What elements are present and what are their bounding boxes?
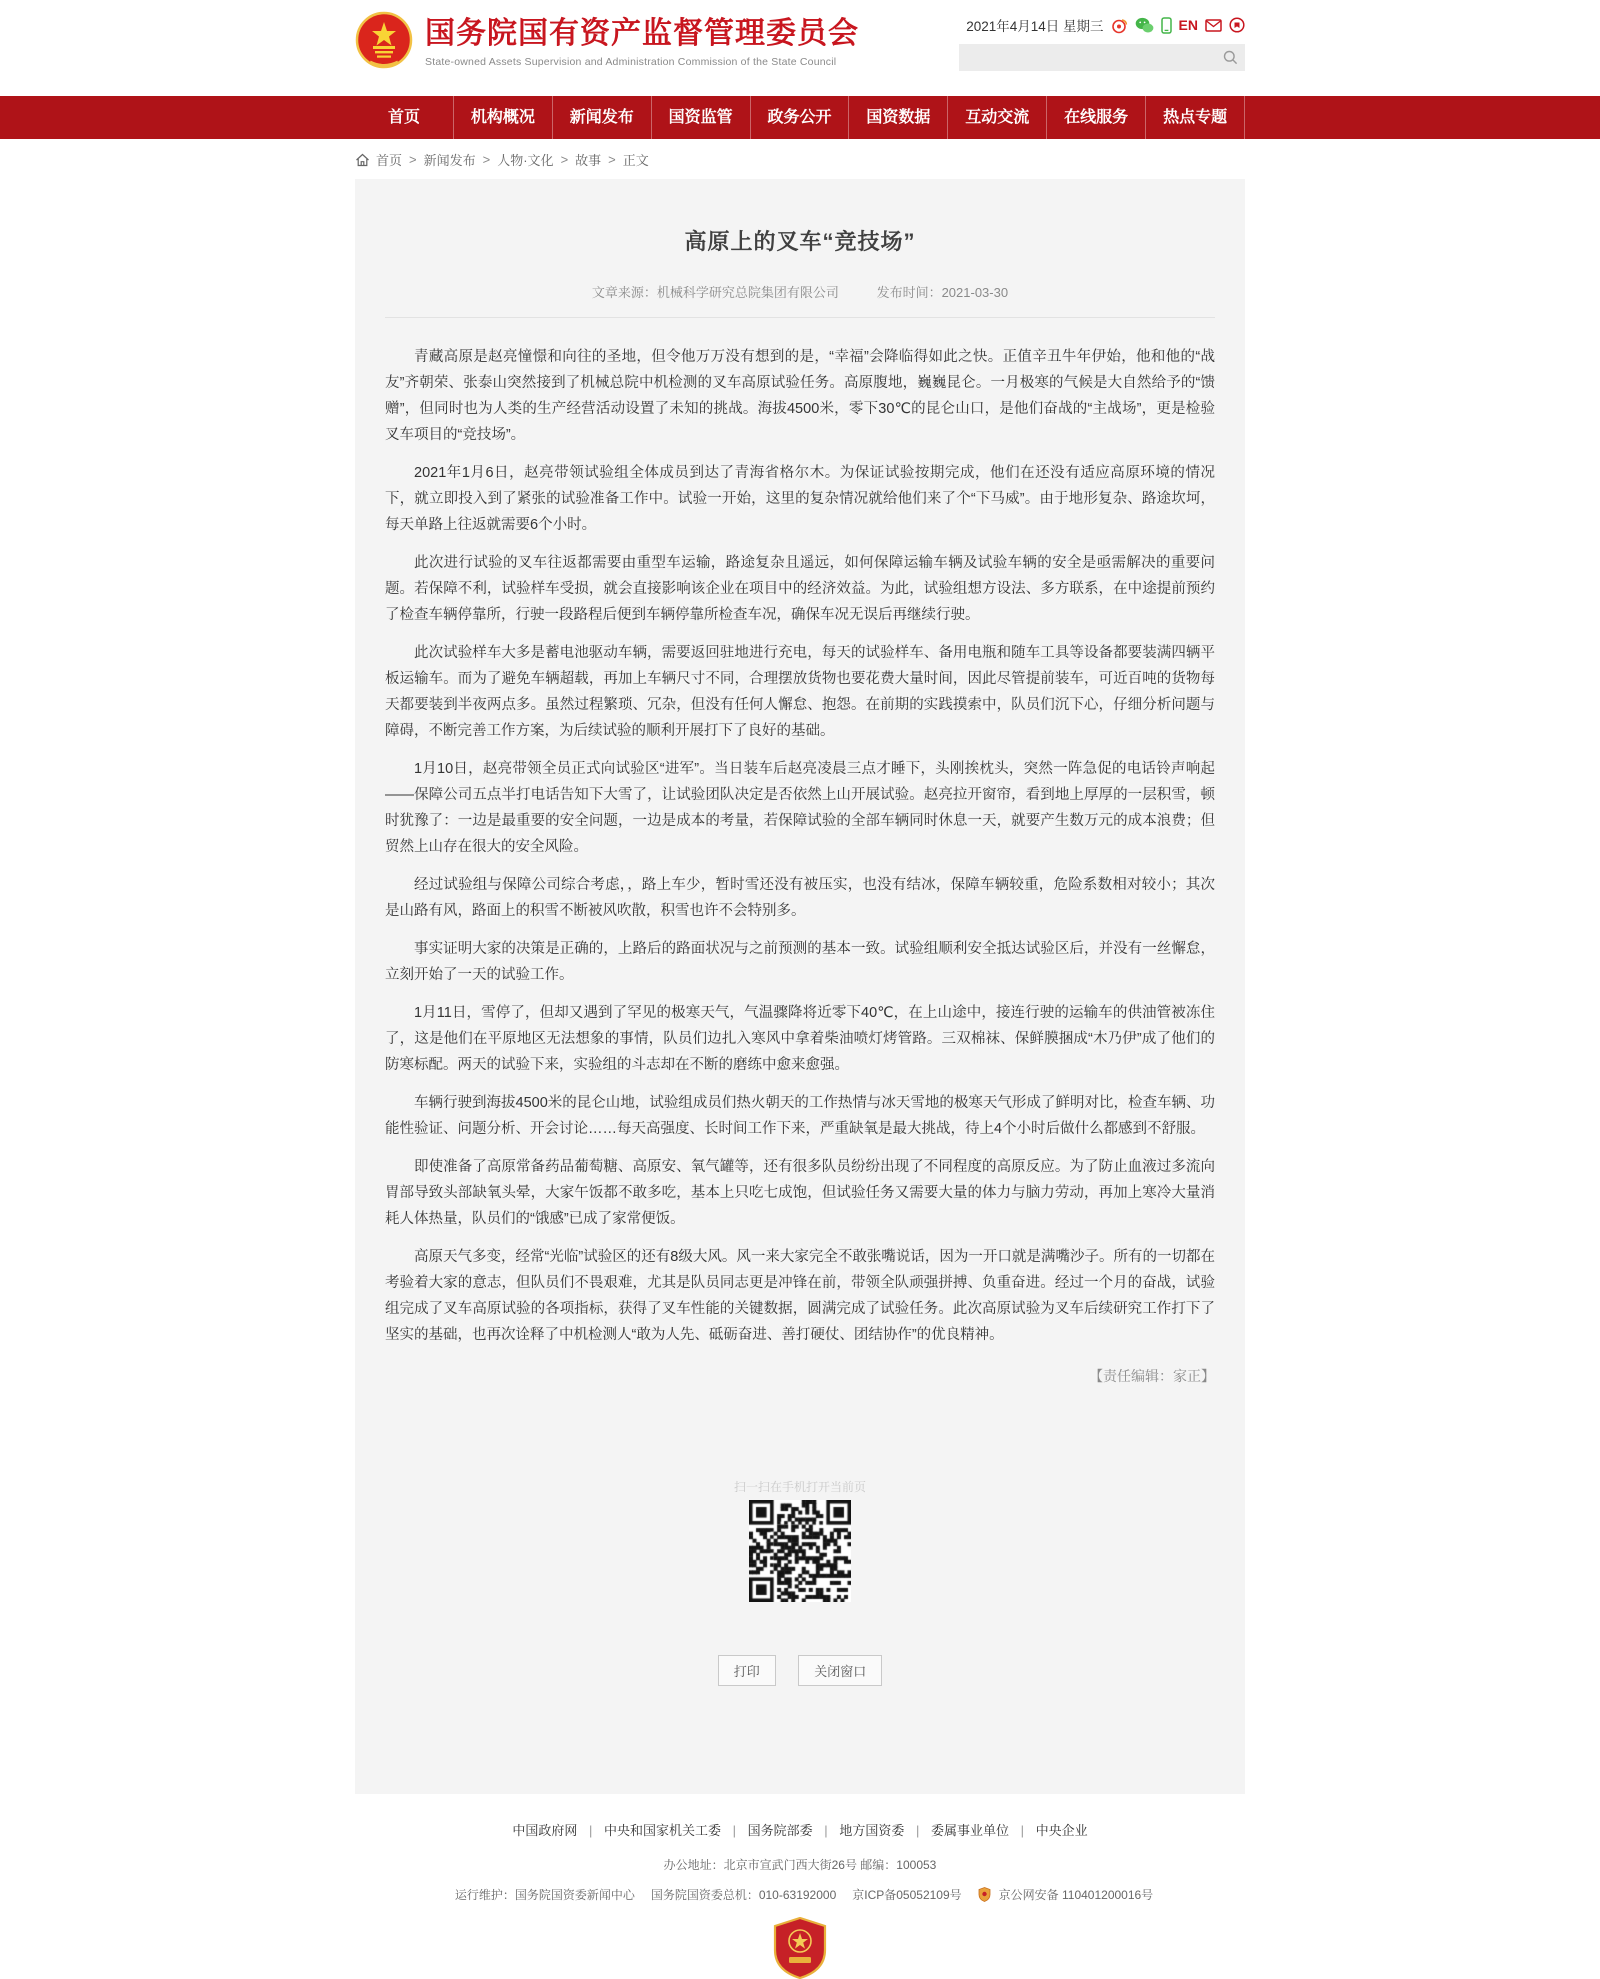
article-panel [355,179,1245,1794]
print-button[interactable]: 打印 [718,1655,776,1686]
breadcrumb-item[interactable]: 新闻发布 [423,153,476,168]
article-paragraph: 1月11日，雪停了，但却又遇到了罕见的极寒天气，气温骤降将近零下40℃，在上山途中，接连行驶的运输车的供油管被冻住了，这是他们在平原地区无法想象的事情，队员们边扎入寒风中拿着柴油喷灯烤管路。三双棉袜、保鲜膜捆成“木乃伊”成了他们的防寒标配。两天的试验下来，实验组的斗志却在不断的磨练中愈来愈强。 [385,1005,1215,1073]
search-icon [1223,50,1238,65]
breadcrumb-separator: > [608,152,616,167]
beian-badge-icon [978,1887,991,1902]
main-nav [0,96,1600,139]
breadcrumb-separator: > [482,152,491,167]
footer-link[interactable]: 地方国资委 [839,1823,905,1838]
footer-beian-link[interactable]: 京公网安备 110401200016号 [998,1888,1154,1902]
article-paragraph: 即使准备了高原常备药品葡萄糖、高原安、氧气罐等，还有很多队员纷纷出现了不同程度的高原反应。为了防止血液过多流向胃部导致头部缺氧头晕，大家午饭都不敢多吃，基本上只吃七成饱，但试验任务又需要大量的体力与脑力劳动，再加上寒冷大量消耗人体热量，队员们的“饿感”已成了家常便饭。 [385,1159,1215,1227]
search-button[interactable] [1223,50,1245,65]
nav-item[interactable]: 国资数据 [849,96,948,139]
qr-label: 扫一扫在手机打开当前页 [733,1480,866,1494]
org-name-cn: 国务院国有资产监督管理委员会 [425,17,859,50]
close-window-button[interactable]: 关闭窗口 [798,1655,882,1686]
breadcrumb-item[interactable]: 故事 [575,153,602,168]
message-icon[interactable] [1229,17,1245,33]
footer-switchboard: 国务院国资委总机：010-63192000 [650,1888,837,1902]
footer-info [0,1886,1600,1903]
nav-item[interactable]: 政务公开 [751,96,850,139]
footer-link-separator: | [588,1823,593,1838]
wechat-icon[interactable] [1135,17,1154,34]
footer-link[interactable]: 委属事业单位 [930,1823,1009,1838]
org-name-en: State-owned Assets Supervision and Administration Commission of the State Council [425,56,837,68]
nav-item[interactable]: 机构概况 [454,96,553,139]
breadcrumb-item[interactable]: 正文 [622,153,649,168]
breadcrumb [0,139,1600,179]
government-badge [773,1917,827,1979]
search-input[interactable] [959,44,1223,71]
nav-item[interactable]: 首页 [355,96,454,139]
footer-link[interactable]: 国务院部委 [747,1823,813,1838]
national-emblem-logo [355,10,413,74]
nav-item[interactable]: 新闻发布 [553,96,652,139]
article-body [355,318,1245,1348]
footer-link-separator: | [1020,1823,1024,1838]
footer-link-separator: | [732,1823,737,1838]
qr-section [355,1478,1245,1607]
article-paragraph: 2021年1月6日，赵亮带领试验组全体成员到达了青海省格尔木。为保证试验按期完成，他们在还没有适应高原环境的情况下，就立即投入到了紧张的试验准备工作中。试验一开始，这里的复杂情况就给他们来了个“下马威”。由于地形复杂、路途坎坷，每天单路上往返就需要6个小时。 [385,465,1215,533]
nav-item[interactable]: 互动交流 [948,96,1047,139]
search-box [959,44,1245,71]
footer-link[interactable]: 中央企业 [1035,1823,1088,1838]
nav-item[interactable]: 在线服务 [1047,96,1146,139]
breadcrumb-item[interactable]: 首页 [376,153,403,168]
breadcrumb-separator: > [560,152,569,167]
publish-time: 2021-03-30 [941,285,1009,300]
footer-links [0,1820,1600,1839]
article-paragraph: 此次试验样车大多是蓄电池驱动车辆，需要返回驻地进行充电，每天的试验样车、备用电瓶和随车工具等设备都要装满四辆平板运输车。而为了避免车辆超载，再加上车辆尺寸不同，合理摆放货物也要花费大量时间，因此尽管提前装车，可近百吨的货物每天都要装到半夜两点多。虽然过程繁琐、冗杂，但没有任何人懈怠、抱怨。在前期的实践摸索中，队员们沉下心，仔细分析问题与障碍，不断完善工作方案，为后续试验的顺利开展打下了良好的基础。 [385,645,1215,739]
english-version-link[interactable]: EN [1178,17,1198,33]
mail-icon[interactable] [1205,19,1222,32]
article-source-label: 文章来源： [591,285,657,300]
nav-item[interactable]: 国资监管 [652,96,751,139]
current-date: 2021年4月14日 星期三 [966,19,1104,34]
breadcrumb-separator: > [409,152,417,167]
mobile-icon[interactable] [1161,17,1172,34]
qr-code [749,1500,851,1602]
article-paragraph: 高原天气多变，经常“光临”试验区的还有8级大风。风一来大家完全不敢张嘴说话，因为一开口就是满嘴沙子。所有的一切都在考验着大家的意志，但队员们不畏艰难，尤其是队员同志更是冲锋在前，带领全队顽强拼搏、负重奋进。经过一个月的奋战，试验组完成了叉车高原试验的各项指标，获得了叉车性能的关键数据，圆满完成了试验任务。此次高原试验为叉车后续研究工作打下了坚实的基础，也再次诠释了中机检测人“敢为人先、砥砺奋进、善打硬仗、团结协作”的优良精神。 [385,1249,1215,1343]
home-icon [355,153,370,167]
weibo-icon[interactable] [1111,17,1128,34]
footer-link[interactable]: 中央和国家机关工委 [604,1823,722,1838]
article-paragraph: 1月10日，赵亮带领全员正式向试验区“进军”。当日装车后赵亮凌晨三点才睡下，头刚挨枕头，突然一阵急促的电话铃声响起——保障公司五点半打电话告知下大雪了，让试验团队决定是否依然上山开展试验。赵亮拉开窗帘，看到地上厚厚的一层积雪，顿时犹豫了：一边是最重要的安全问题，一边是成本的考量，若保障试验的全部车辆同时休息一天，就要产生数万元的成本浪费；但贸然上山存在很大的安全风险。 [385,761,1215,855]
article-paragraph: 经过试验组与保障公司综合考虑，，路上车少，暂时雪还没有被压实，也没有结冰，保障车辆较重，危险系数相对较小；其次是山路有风，路面上的积雪不断被风吹散，积雪也许不会特别多。 [385,877,1215,919]
site-brand [355,10,859,74]
footer-link[interactable]: 中国政府网 [512,1823,578,1838]
site-footer [0,1794,1600,1979]
footer-link-separator: | [915,1823,920,1838]
footer-icp: 京ICP备05052109号 [852,1888,962,1902]
nav-item[interactable]: 热点专题 [1146,96,1245,139]
article-paragraph: 车辆行驶到海拔4500米的昆仑山地，试验组成员们热火朝天的工作热情与冰天雪地的极寒天气形成了鲜明对比，检查车辆、功能性验证、问题分析、开会讨论……每天高强度、长时间工作下来，严重缺氧是最大挑战，待上4个小时后做什么都感到不舒服。 [385,1095,1215,1137]
article-paragraph: 事实证明大家的决策是正确的，上路后的路面状况与之前预测的基本一致。试验组顺利安全抵达试验区后，并没有一丝懈怠，立刻开始了一天的试验工作。 [385,941,1215,983]
site-header [0,0,1600,96]
footer-link-separator: | [824,1823,828,1838]
publish-time-label: 发布时间： [876,285,942,300]
article-paragraph: 青藏高原是赵亮憧憬和向往的圣地，但令他万万没有想到的是，“幸福”会降临得如此之快。正值辛丑牛年伊始，他和他的“战友”齐朝荣、张泰山突然接到了机械总院中机检测的叉车高原试验任务。高原腹地，巍巍昆仑。一月极寒的气候是大自然给予的“馈赠”，但同时也为人类的生产经营活动设置了未知的挑战。海拔4500米，零下30℃的昆仑山口，是他们奋战的“主战场”，更是检验叉车项目的“竞技场”。 [385,349,1215,443]
footer-address: 办公地址：北京市宣武门西大街26号 邮编：100053 [663,1858,937,1872]
breadcrumb-item[interactable]: 人物·文化 [497,153,554,168]
footer-maintain: 运行维护：国务院国资委新闻中心 [454,1888,635,1902]
article-meta [385,282,1215,318]
editor-credit: 【责任编辑：家正】 [1089,1368,1215,1384]
article-title: 高原上的叉车“竞技场” [684,229,916,254]
article-paragraph: 此次进行试验的叉车往返都需要由重型车运输，路途复杂且遥远，如何保障运输车辆及试验车辆的安全是亟需解决的重要问题。若保障不利，试验样车受损，就会直接影响该企业在项目中的经济效益。为此，试验组想方设法、多方联系，在中途提前预约了检查车辆停靠所，行驶一段路程后便到车辆停靠所检查车况，确保车况无误后再继续行驶。 [385,555,1215,623]
article-source: 机械科学研究总院集团有限公司 [656,285,839,300]
